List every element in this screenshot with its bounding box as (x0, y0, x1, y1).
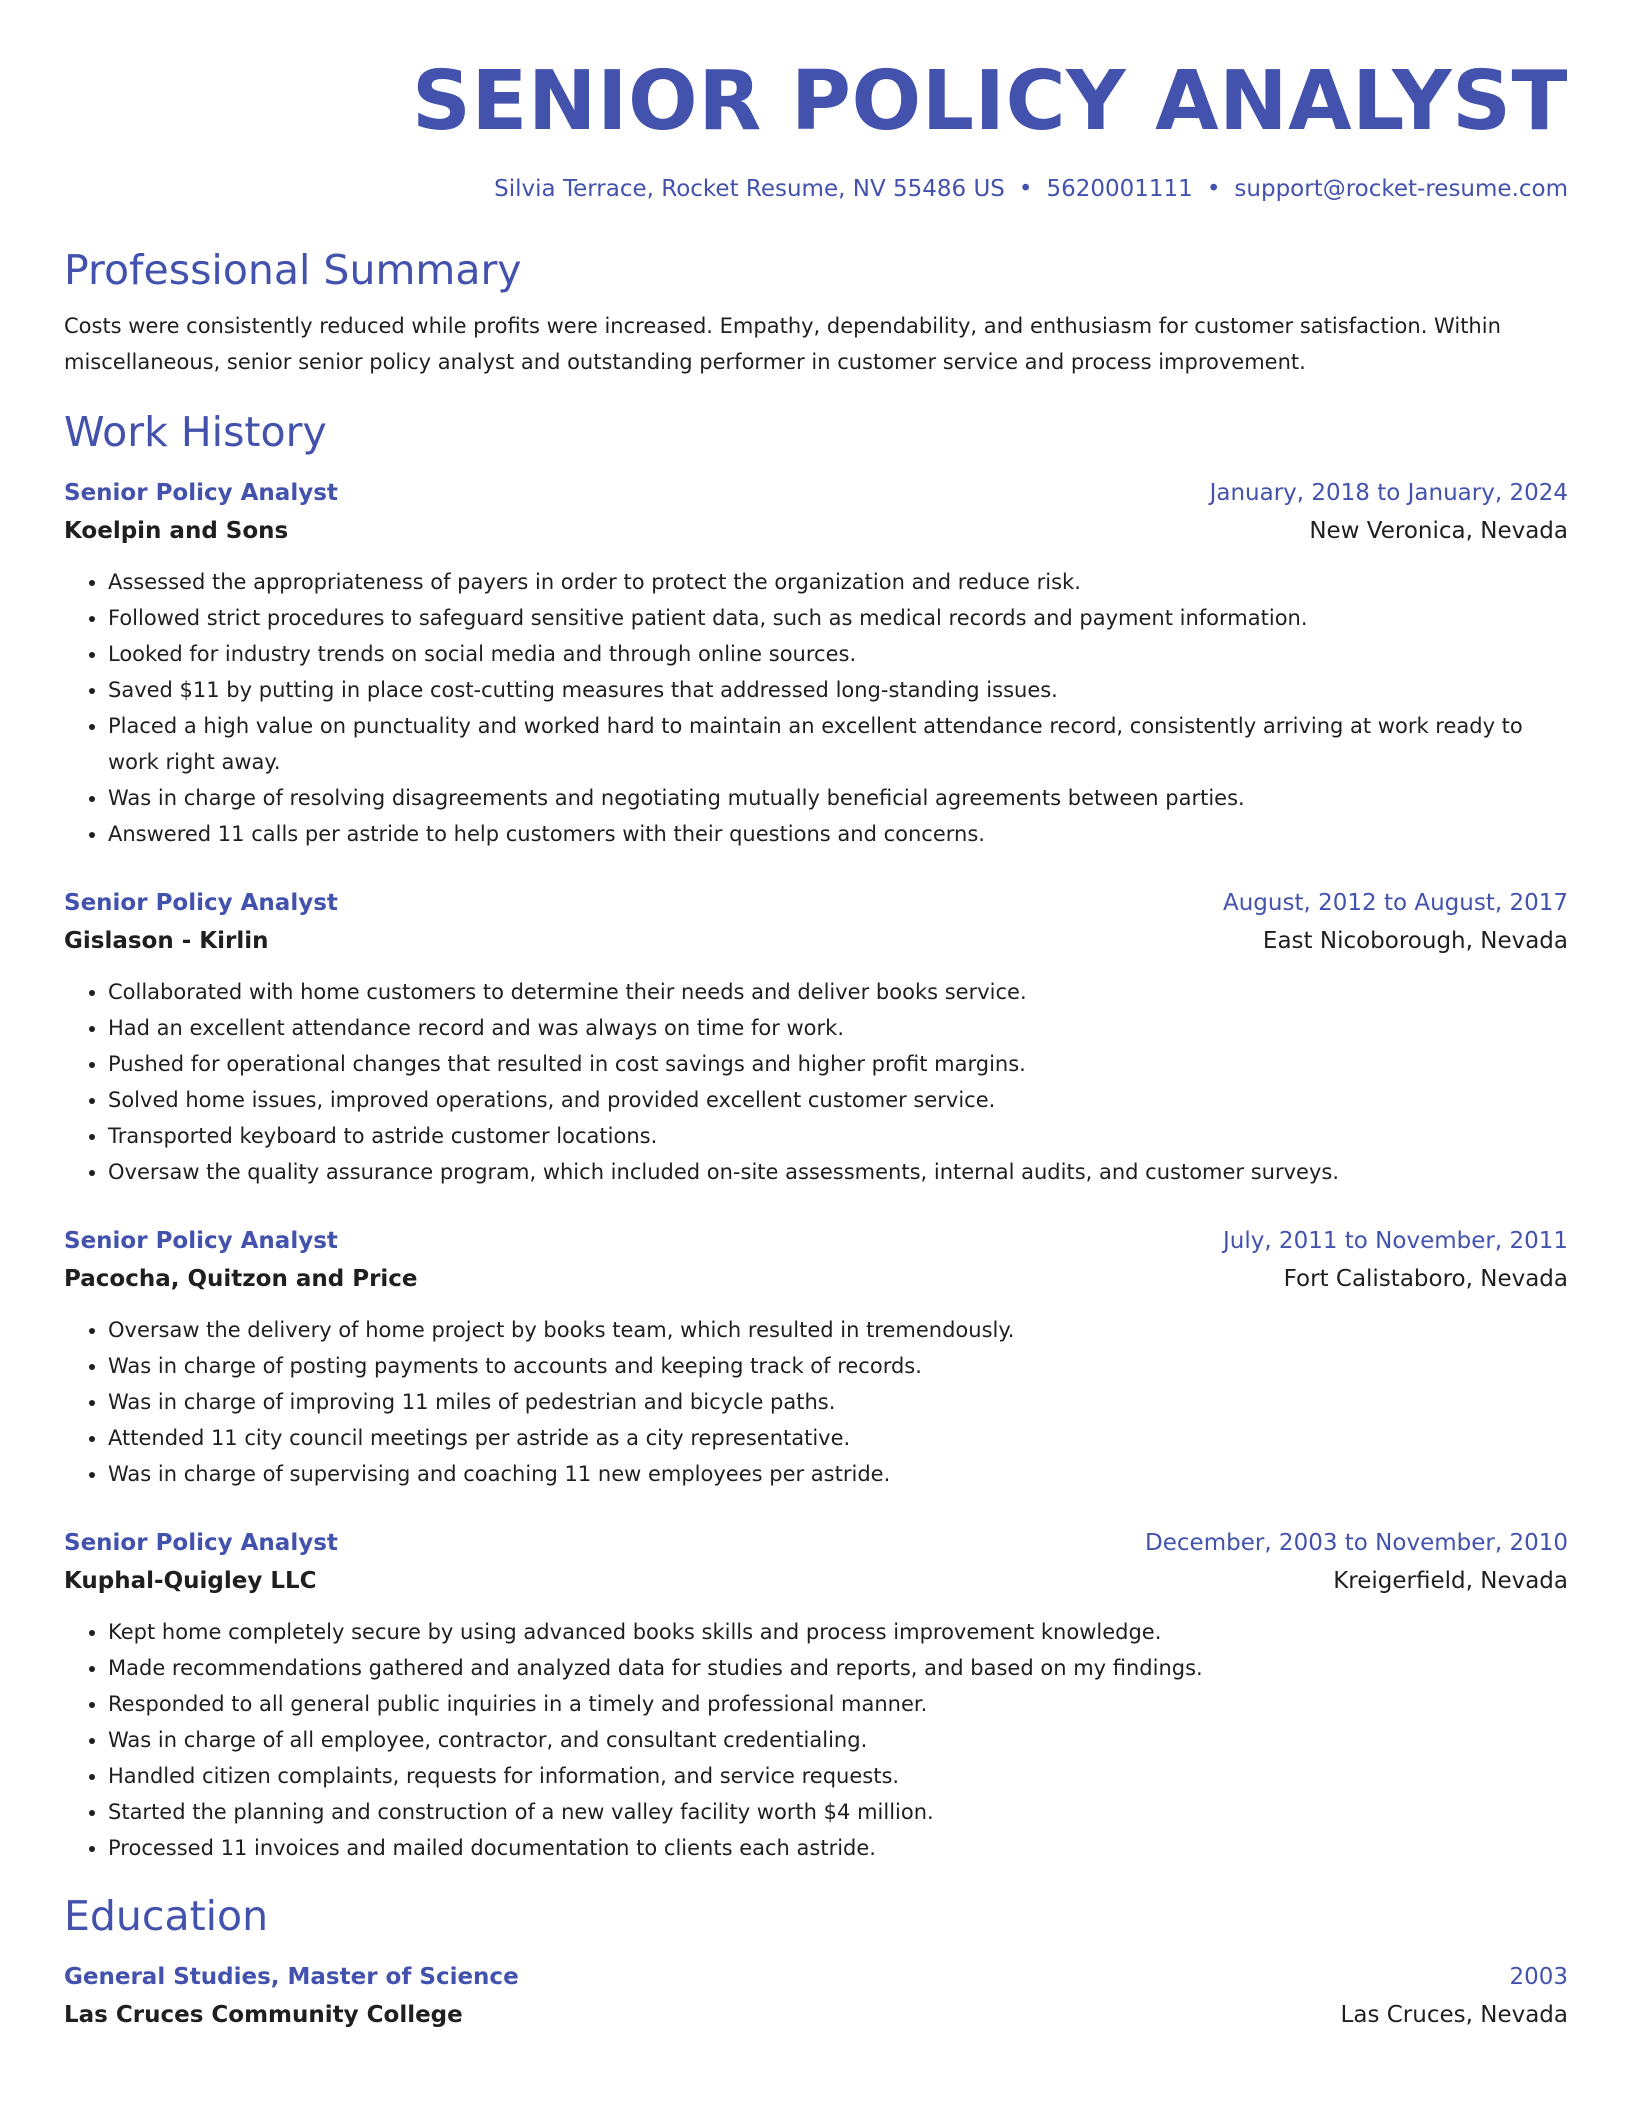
summary-text: Costs were consistently reduced while profits were increased. Empathy, dependability, and enthusiasm for customer satisfaction. Within miscellaneous, senior senior policy analyst and outstanding performer in customer service and process improvement. (64, 314, 1501, 374)
job-location: East Nicoborough, Nevada (1262, 928, 1568, 954)
list-item: • Assessed the appropriateness of payers in order to protect the organization and reduce risk. (108, 564, 1568, 600)
job-bullet-list (64, 1614, 1568, 1866)
list-item: • Had an excellent attendance record and was always on time for work. (108, 1010, 1568, 1046)
work-history-heading: Work History (64, 408, 327, 456)
list-item: • Handled citizen complaints, requests for information, and service requests. (108, 1758, 1568, 1794)
job-entry (64, 474, 1568, 852)
job-title: Senior Policy Analyst (64, 480, 338, 506)
job-company: Pacocha, Quitzon and Price (64, 1266, 418, 1292)
job-entry (64, 1524, 1568, 1866)
contact-separator: • (1018, 176, 1033, 202)
contact-phone: 5620001111 (1046, 176, 1193, 202)
list-item: • Collaborated with home customers to determine their needs and deliver books service. (108, 974, 1568, 1010)
list-item: • Processed 11 invoices and mailed documentation to clients each astride. (108, 1830, 1568, 1866)
resume-header (64, 0, 1568, 206)
list-item: • Oversaw the delivery of home project by books team, which resulted in tremendously. (108, 1312, 1568, 1348)
list-item: • Answered 11 calls per astride to help customers with their questions and concerns. (108, 816, 1568, 852)
education-school: Las Cruces Community College (64, 2002, 463, 2028)
job-location: Fort Calistaboro, Nevada (1283, 1266, 1568, 1292)
page-title: SENIOR POLICY ANALYST (411, 54, 1568, 149)
job-entry (64, 884, 1568, 1190)
job-bullet-list (64, 564, 1568, 852)
education-heading: Education (64, 1892, 269, 1940)
job-bullet-list (64, 974, 1568, 1190)
list-item: • Responded to all general public inquiries in a timely and professional manner. (108, 1686, 1568, 1722)
contact-line (64, 172, 1568, 206)
job-bullet-list (64, 1312, 1568, 1492)
contact-address: Silvia Terrace, Rocket Resume, NV 55486 US (494, 176, 1005, 202)
resume-page (64, 0, 1568, 2034)
job-title: Senior Policy Analyst (64, 1228, 338, 1254)
list-item: • Solved home issues, improved operations, and provided excellent customer service. (108, 1082, 1568, 1118)
list-item: • Was in charge of supervising and coaching 11 new employees per astride. (108, 1456, 1568, 1492)
education-location: Las Cruces, Nevada (1340, 2002, 1568, 2028)
list-item: • Oversaw the quality assurance program, which included on-site assessments, internal audits, and customer surveys. (108, 1154, 1568, 1190)
job-title: Senior Policy Analyst (64, 890, 338, 916)
education-section (64, 1888, 1568, 2034)
list-item: • Was in charge of all employee, contractor, and consultant credentialing. (108, 1722, 1568, 1758)
job-location: New Veronica, Nevada (1309, 518, 1568, 544)
list-item: • Was in charge of posting payments to accounts and keeping track of records. (108, 1348, 1568, 1384)
summary-heading: Professional Summary (64, 246, 522, 294)
job-company: Gislason - Kirlin (64, 928, 269, 954)
job-title: Senior Policy Analyst (64, 1530, 338, 1556)
job-entry (64, 1222, 1568, 1492)
list-item: • Saved $11 by putting in place cost-cutting measures that addressed long-standing issues. (108, 672, 1568, 708)
summary-section (64, 242, 1568, 380)
job-location: Kreigerfield, Nevada (1333, 1568, 1568, 1594)
work-history-section (64, 404, 1568, 1866)
job-dates: July, 2011 to November, 2011 (1222, 1228, 1568, 1254)
contact-separator: • (1206, 176, 1221, 202)
list-item: • Made recommendations gathered and analyzed data for studies and reports, and based on my findings. (108, 1650, 1568, 1686)
list-item: • Was in charge of resolving disagreements and negotiating mutually beneficial agreements between parties. (108, 780, 1568, 816)
job-dates: August, 2012 to August, 2017 (1223, 890, 1568, 916)
list-item: • Started the planning and construction of a new valley facility worth $4 million. (108, 1794, 1568, 1830)
job-company: Koelpin and Sons (64, 518, 289, 544)
contact-email: support@rocket-resume.com (1234, 176, 1568, 202)
list-item: • Transported keyboard to astride customer locations. (108, 1118, 1568, 1154)
list-item: • Was in charge of improving 11 miles of pedestrian and bicycle paths. (108, 1384, 1568, 1420)
list-item: • Attended 11 city council meetings per astride as a city representative. (108, 1420, 1568, 1456)
list-item: • Looked for industry trends on social media and through online sources. (108, 636, 1568, 672)
education-degree: General Studies, Master of Science (64, 1964, 519, 1990)
list-item: • Pushed for operational changes that resulted in cost savings and higher profit margins. (108, 1046, 1568, 1082)
list-item: • Placed a high value on punctuality and worked hard to maintain an excellent attendance record, consistently arriving at work ready to work right away. (108, 708, 1568, 780)
education-year: 2003 (1509, 1964, 1568, 1990)
list-item: • Followed strict procedures to safeguard sensitive patient data, such as medical records and payment information. (108, 600, 1568, 636)
list-item: • Kept home completely secure by using advanced books skills and process improvement knowledge. (108, 1614, 1568, 1650)
job-dates: January, 2018 to January, 2024 (1209, 480, 1568, 506)
job-dates: December, 2003 to November, 2010 (1145, 1530, 1568, 1556)
job-company: Kuphal-Quigley LLC (64, 1568, 317, 1594)
